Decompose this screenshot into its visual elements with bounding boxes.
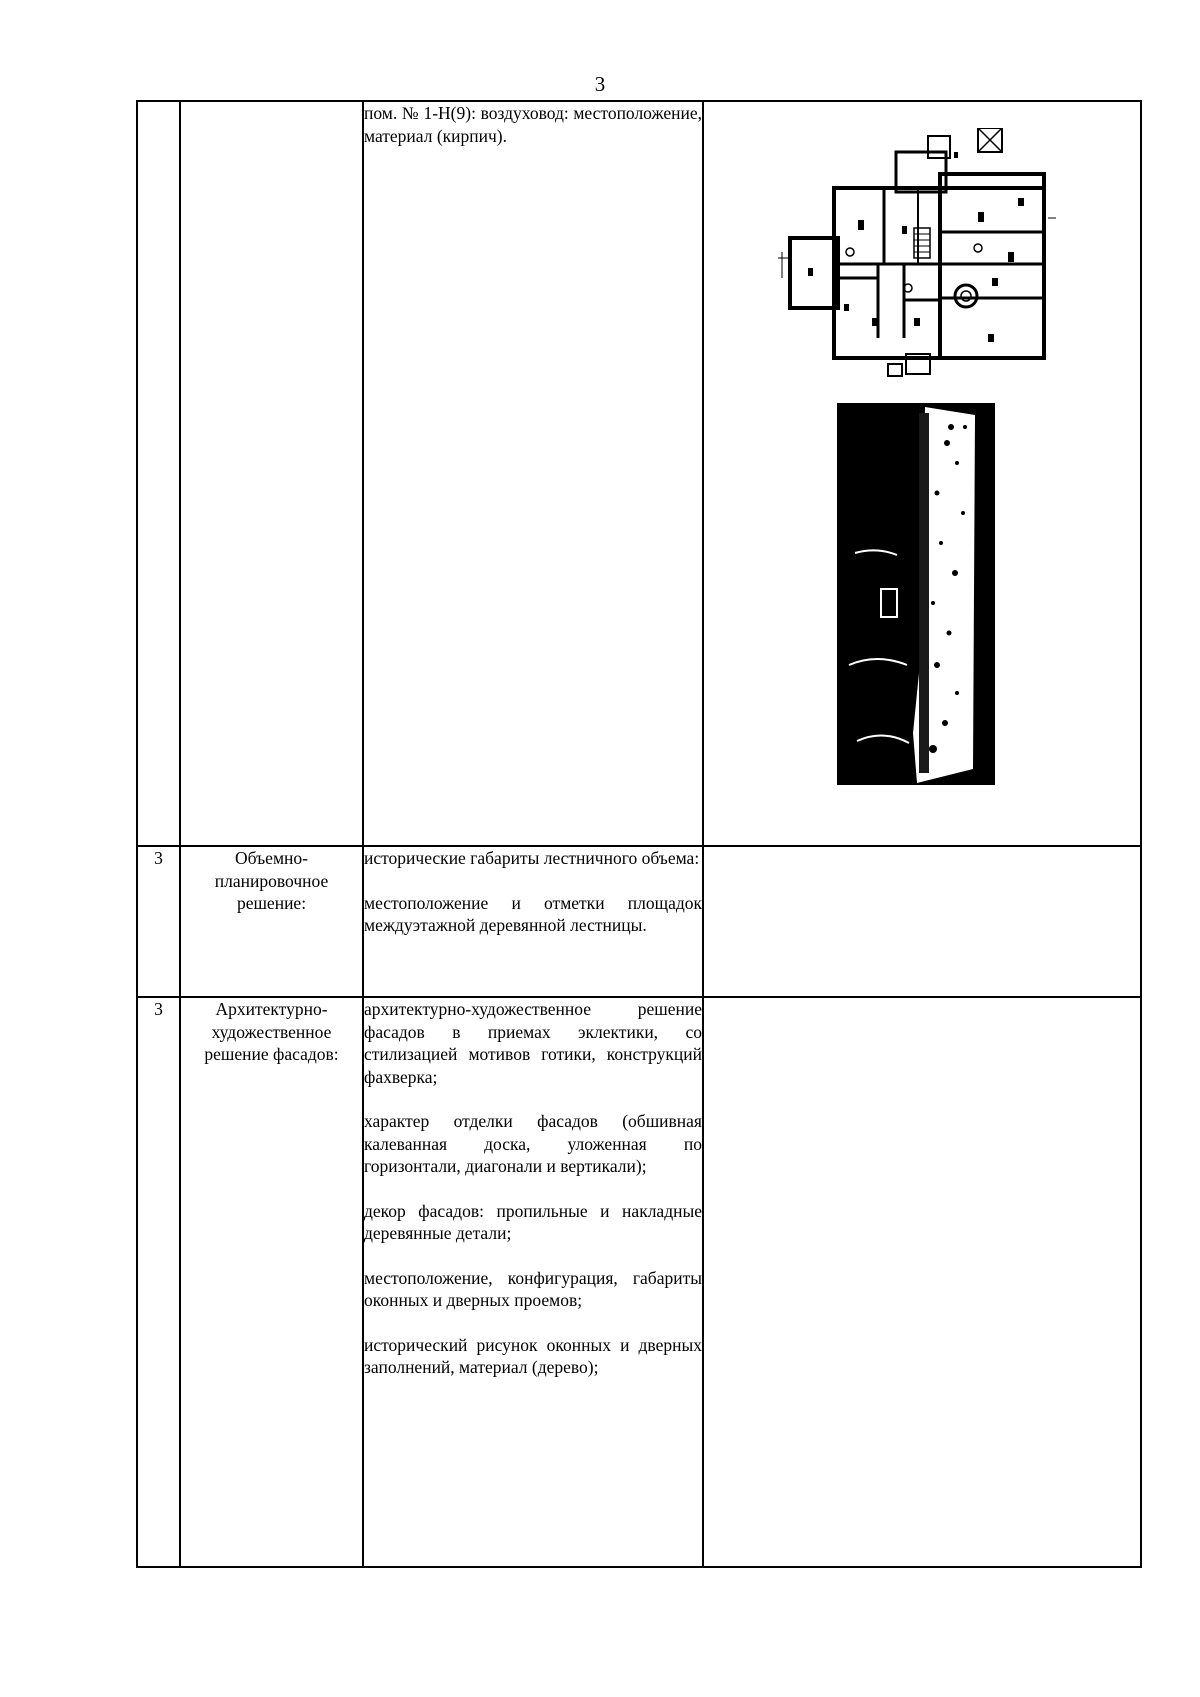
description-paragraph: декор фасадов: пропильные и накладные деревянные детали; [364, 1200, 702, 1243]
description-paragraph: характер отделки фасадов (обшивная калеванная доска, уложенная по горизонтали, диагонали и вертикали); [364, 1111, 702, 1176]
row-number: 3 [137, 997, 180, 1567]
row-category [180, 101, 363, 846]
row-number: 3 [137, 846, 180, 997]
description-paragraph: исторический рисунок оконных и дверных заполнений, материал (дерево); [364, 1334, 702, 1377]
description-paragraph: архитектурно-художественное решение фасадов в приемах эклектики, со стилизацией мотивов готики, конструкций фахверка; [364, 999, 702, 1087]
floor-plan-drawing [778, 128, 1058, 386]
row-description [363, 997, 703, 1567]
row-description [363, 101, 703, 846]
illustrations-cell [703, 101, 1141, 846]
description-paragraph: местоположение, конфигурация, габариты оконных и дверных проемов; [364, 1267, 702, 1310]
row-category: Архитектурно-художественное решение фасадов: [180, 997, 363, 1567]
row-category: Объемно-планировочное решение: [180, 846, 363, 997]
table-row [137, 846, 1141, 997]
illustrations-cell [703, 846, 1141, 997]
row-number [137, 101, 180, 846]
page-number: 3 [594, 72, 606, 96]
table-row [137, 101, 1141, 846]
table-row [137, 997, 1141, 1567]
illustrations-cell [703, 997, 1141, 1567]
brick-air-duct-photo [837, 403, 995, 785]
description-paragraph: местоположение и отметки площадок междуэтажной деревянной лестницы. [364, 892, 702, 935]
protected-features-table [136, 100, 1142, 1568]
row-description [363, 846, 703, 997]
description-paragraph: исторические габариты лестничного объема: [364, 848, 700, 868]
description-paragraph: пом. № 1-Н(9): воздуховод: местоположение, материал (кирпич). [364, 103, 702, 146]
